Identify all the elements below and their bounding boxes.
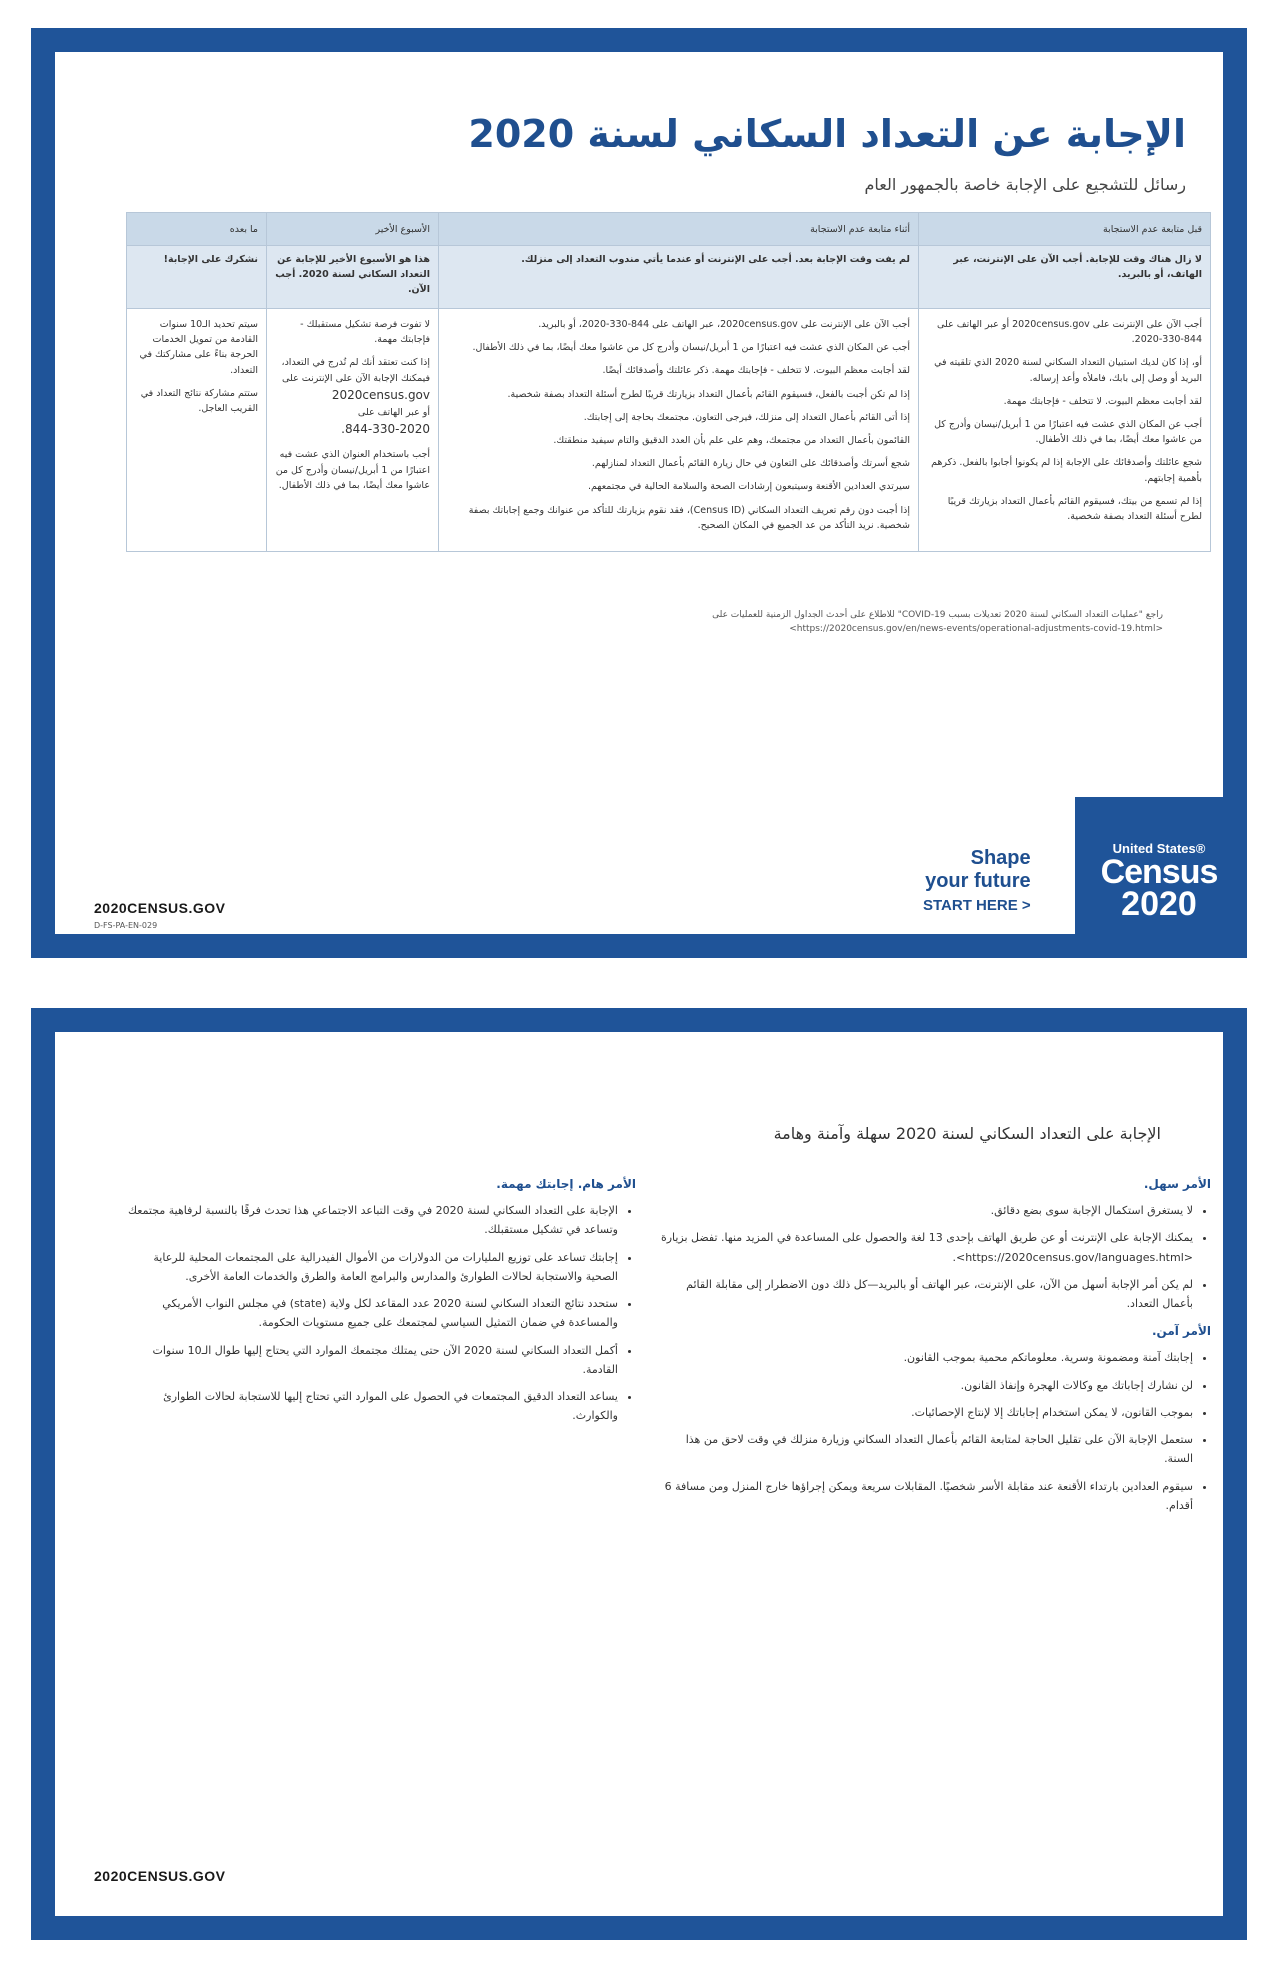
table-cell-text: القائمون بأعمال التعداد من مجتمعك، وهم على علم بأن العدد الدقيق والتام سيفيد منطقتك. <box>553 434 910 446</box>
table-cell-text: لا تفوت فرصة تشكيل مستقبلك - فإجابتك مهمة. <box>300 319 430 346</box>
table-cell-text: إذا كنت تعتقد أنك لم تُدرج في التعداد، فيمكنك الإجابة الآن على الإنترنت على <box>281 357 430 384</box>
list-item: • يمكنك الإجابة على الإنترنت أو عن طريق الهاتف بإحدى 13 لغة والحصول على المساعدة في المزيد منها. تفضل بزيارة <https://2020census.gov/languages.html>. <box>659 1228 1193 1267</box>
table-cell-text: إذا لم تسمع من بيتك، فسيقوم القائم بأعمال التعداد بزيارتك قريبًا لطرح أسئلة التعداد بصفة شخصية. <box>947 495 1202 522</box>
intro-after: نشكرك على الإجابة! <box>127 246 267 309</box>
easy-list <box>659 1201 1211 1313</box>
slogan-line-2: your future <box>925 870 1031 892</box>
table-cell-text: سيرتدي العدادين الأقنعة وسيتبعون إرشادات الصحة والسلامة الحالية في مجتمعهم. <box>587 481 910 493</box>
document-code: D-FS-PA-EN-029 <box>94 921 158 930</box>
list-item: • الإجابة على التعداد السكاني لسنة 2020 في وقت التباعد الاجتماعي هذا تحدث فرقًا بالنسبة لرفاهية مجتمعك وتساعد في تشكيل مستقبلك. <box>128 1201 618 1240</box>
census-2020-logo <box>1075 797 1243 951</box>
list-item: • لم يكن أمر الإجابة أسهل من الآن، على الإنترنت، عبر الهاتف أو بالبريد—كل ذلك دون الاضطرار إلى مقابلة القائم بأعمال التعداد. <box>659 1275 1193 1314</box>
table-cell-text: أو، إذا كان لديك استبيان التعداد السكاني لسنة 2020 الذي تلقيته في البريد أو وصل إلى بابك، فاملأه وأعد إرساله. <box>934 357 1202 384</box>
covid-note-link[interactable]: <https://2020census.gov/en/news-events/operational-adjustments-covid-19.html> <box>789 624 1163 635</box>
census-phone-number: 844-330-2020. <box>341 422 430 437</box>
table-cell-text: شجع أسرتك وأصدقائك على التعاون في حال زيارة القائم بأعمال التعداد لمنازلهم. <box>591 458 910 470</box>
body-before <box>919 309 1211 552</box>
page-title: الإجابة عن التعداد السكاني لسنة 2020 <box>468 112 1186 156</box>
header-during: أثناء متابعة عدم الاستجابة <box>439 213 919 246</box>
list-item: • إجابتك تساعد على توزيع المليارات من الدولارات من الأموال الفيدرالية على المجتمعات المحلية للرعاية الصحية والاستجابة لحالات الطوارئ والمدارس والبرامج العامة والطرق والخدمات العامة الأخرى. <box>128 1248 618 1287</box>
table-cell-text: ستتم مشاركة نتائج التعداد في القريب العاجل. <box>140 387 258 414</box>
table-cell-text: أجب باستخدام العنوان الذي عشت فيه اعتبارًا من 1 أبريل/نيسان وأدرج كل من عاشوا معك أيضًا، بما في ذلك الأطفال. <box>275 449 430 491</box>
footer-website[interactable]: 2020CENSUS.GOV <box>94 1868 226 1884</box>
body-after <box>127 309 267 552</box>
timeline-table <box>126 212 1211 552</box>
table-cell-text: أجب عن المكان الذي عشت فيه اعتبارًا من 1 أبريل/نيسان وأدرج كل من عاشوا معك أيضًا، بما في ذلك الأطفال. <box>472 342 910 354</box>
list-item: • يساعد التعداد الدقيق المجتمعات في الحصول على الموارد التي تحتاج إليها للاستجابة لحالات الطوارئ والكوارث. <box>128 1387 618 1426</box>
easy-safe-column <box>659 1174 1211 1523</box>
table-cell-text: إذا أتى القائم بأعمال التعداد إلى منزلك، فيرجى التعاون. مجتمعك بحاجة إلى إجابتك. <box>583 411 910 423</box>
flyer-page-1 <box>31 28 1247 958</box>
table-cell-text: أجب الآن على الإنترنت على 2020census.gov، عبر الهاتف على 844-330-2020، أو بالبريد. <box>538 319 910 330</box>
important-list <box>128 1201 636 1426</box>
logo-year: 2020 <box>1121 885 1197 923</box>
flyer-page-2 <box>31 1008 1247 1940</box>
table-cell-text: إذا أجبت دون رقم تعريف التعداد السكاني (Census ID)، فقد نقوم بزيارتك للتأكد من عنوانك وجمع إجاباتك بصفة شخصية. نريد التأكد من عد الجميع في المكان الصحيح. <box>468 504 910 531</box>
logo-census: Census <box>1100 853 1218 891</box>
list-item: • لن نشارك إجاباتك مع وكالات الهجرة وإنفاذ القانون. <box>659 1376 1193 1395</box>
page2-title: الإجابة على التعداد السكاني لسنة 2020 سهلة وآمنة وهامة <box>773 1124 1161 1143</box>
easy-heading: الأمر سهل. <box>1143 1177 1211 1191</box>
list-item: • إجابتك آمنة ومضمونة وسرية. معلوماتكم محمية بموجب القانون. <box>659 1348 1193 1367</box>
table-header-row <box>127 213 1211 246</box>
list-item: • سيقوم العدادين بارتداء الأقنعة عند مقابلة الأسر شخصيًا. المقابلات سريعة ويمكن إجراؤها خارج المنزل ومن مسافة 6 أقدام. <box>659 1477 1193 1516</box>
list-item: • ستحدد نتائج التعداد السكاني لسنة 2020 عدد المقاعد لكل ولاية (state) في مجلس النواب الأمريكي والمساعدة في ضمان التمثيل السياسي لمجتمعك على جميع مستويات الحكومة. <box>128 1294 618 1333</box>
table-intro-row <box>127 246 1211 309</box>
important-heading: الأمر هام. إجابتك مهمة. <box>496 1177 636 1191</box>
header-before: قبل متابعة عدم الاستجابة <box>919 213 1211 246</box>
start-here-link[interactable]: START HERE > <box>923 897 1031 914</box>
table-cell-text: إذا لم تكن أجبت بالفعل، فسيقوم القائم بأعمال التعداد بزيارتك قريبًا لطرح أسئلة التعداد بصفة شخصية. <box>507 388 910 400</box>
table-body-row <box>127 309 1211 552</box>
header-after: ما بعده <box>127 213 267 246</box>
intro-during: لم يفت وقت الإجابة بعد. أجب على الإنترنت أو عندما يأتي مندوب التعداد إلى منزلك. <box>439 246 919 309</box>
shape-your-future-slogan <box>923 847 1031 914</box>
table-cell-text: أجب عن المكان الذي عشت فيه اعتبارًا من 1 أبريل/نيسان وأدرج كل من عاشوا معك أيضًا، بما في ذلك الأطفال. <box>934 418 1202 446</box>
safe-list <box>659 1348 1211 1515</box>
table-cell-text: لقد أجابت معظم البيوت. لا تتخلف - فإجابتك مهمة. <box>1003 395 1202 407</box>
table-cell-text: سيتم تحديد الـ10 سنوات القادمة من تمويل الخدمات الحرجة بناءً على مشاركتك في التعداد. <box>139 319 258 376</box>
table-cell-text: شجع عائلتك وأصدقائك على الإجابة إذا لم يكونوا أجابوا بالفعل. ذكرهم بأهمية إجابتهم. <box>931 457 1202 484</box>
list-item: • ستعمل الإجابة الآن على تقليل الحاجة لمتابعة القائم بأعمال التعداد السكاني وزيارة منزلك في وقت لاحق من هذا السنة. <box>659 1430 1193 1469</box>
list-item: • بموجب القانون، لا يمكن استخدام إجاباتك إلا لإنتاج الإحصائيات. <box>659 1403 1193 1422</box>
header-last-week: الأسبوع الأخير <box>267 213 439 246</box>
covid-note-text: راجع "عمليات التعداد السكاني لسنة 2020 تعديلات بسبب COVID-19" للاطلاع على أحدث الجداول الزمنية للعمليات على <box>712 610 1163 620</box>
table-cell-text: أجب الآن على الإنترنت على 2020census.gov أو عبر الهاتف على 844-330-2020. <box>937 319 1202 346</box>
safe-heading: الأمر آمن. <box>1151 1324 1211 1339</box>
logo-united-states: United States® <box>1112 841 1206 856</box>
footer-website[interactable]: 2020CENSUS.GOV <box>94 900 226 916</box>
list-item: • أكمل التعداد السكاني لسنة 2020 الآن حتى يمتلك مجتمعك الموارد التي يحتاج إليها طوال الـ10 سنوات القادمة. <box>128 1341 618 1380</box>
table-cell-text: لقد أجابت معظم البيوت. لا تتخلف - فإجابتك مهمة. ذكر عائلتك وأصدقائك أيضًا. <box>602 365 910 377</box>
slogan-line-1: Shape <box>970 847 1031 869</box>
list-item: • لا يستغرق استكمال الإجابة سوى بضع دقائق. <box>659 1201 1193 1220</box>
census-website-link[interactable]: 2020census.gov <box>331 387 430 402</box>
covid-note <box>712 608 1163 637</box>
body-last-week <box>267 309 439 552</box>
body-during <box>439 309 919 552</box>
table-cell-text: أو عبر الهاتف على <box>357 406 430 418</box>
important-column <box>128 1174 636 1434</box>
page-subtitle: رسائل للتشجيع على الإجابة خاصة بالجمهور العام <box>864 175 1186 194</box>
intro-before: لا زال هناك وقت للإجابة. أجب الآن على الإنترنت، عبر الهاتف، أو بالبريد. <box>919 246 1211 309</box>
intro-last-week: هذا هو الأسبوع الأخير للإجابة عن التعداد السكاني لسنة 2020. أجب الآن. <box>267 246 439 309</box>
